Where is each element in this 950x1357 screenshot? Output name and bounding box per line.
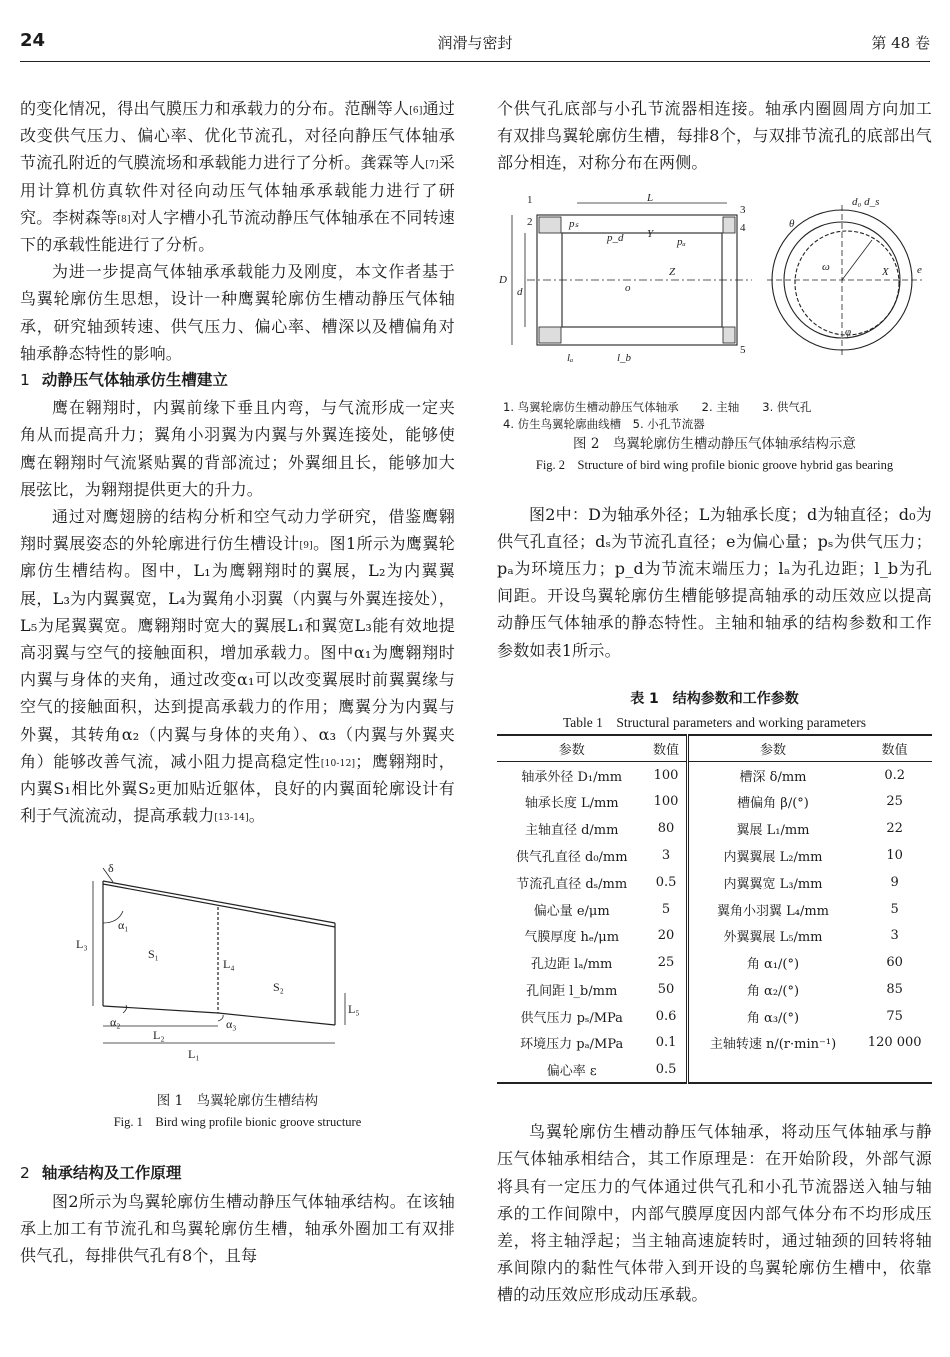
table-row xyxy=(497,1003,932,1030)
label-ps: pₛ xyxy=(569,217,579,230)
table-row xyxy=(497,842,932,869)
label-D: D xyxy=(499,273,507,286)
label-L1: L₁ xyxy=(187,1047,200,1062)
table-cell: 5 xyxy=(890,901,899,917)
table-cell: 内翼翼展 L₂/mm xyxy=(723,849,823,865)
paragraph-purpose: 为进一步提高气体轴承承载能力及刚度，本文作者基于鸟翼轮廓仿生思想，设计一种鹰翼轮廓仿生槽动静压气体轴承，研究轴颈转速、供气压力、偏心率、槽深以及槽偏角对轴承静态特性的影响。 xyxy=(20,262,455,363)
figure-2-caption-en: Fig. 2 Structure of bird wing profile bionic groove hybrid gas bearing xyxy=(535,457,894,472)
table-cell: 供气孔直径 d₀/mm xyxy=(515,849,628,865)
figure-1 xyxy=(75,861,388,1068)
running-header xyxy=(20,18,930,62)
paragraph-design: 通过对鹰翅膀的结构分析和空气动力学研究，借鉴鹰翱翔时翼展姿态的外轮廓进行仿生槽设计[9]。图1所示为鹰翼轮廓仿生槽结构。图中，L₁为鹰翱翔时的翼展，L₂为内翼翼展，L₃为内翼翼宽，L₄为翼角小羽翼（内翼与外翼连接处），L₅为尾翼翼宽。鹰翱翔时宽大的翼展L₁和翼宽L₃能有效地提高羽翼与空气的接触面积，增加承载力。图中α₁为鹰翱翔时内翼与身体的夹角，通过改变α₁可以改变翼展时前翼翼缘与空气的接触面积，达到提高承载力的作用；鹰翼分为内翼与外翼，其转角α₂（内翼与身体的夹角）、α₃（内翼与外翼夹角）能够改善气流，减小阻力提高稳定性[10-12]；鹰翱翔时，内翼S₁相比外翼S₂更加贴近躯体，良好的内翼面轮廓设计有利于气流流动，提高承载力[13-14]。 xyxy=(20,507,456,826)
figure-2 xyxy=(497,191,932,395)
paragraph-principle: 鸟翼轮廓仿生槽动静压气体轴承，将动压气体轴承与静压气体轴承相结合，其工作原理是：在开始阶段，外部气源将具有一定压力的气体通过供气孔和小孔节流器送入轴与轴承的工作间隙中，内部气膜厚度因内部气体分布不均形成压差，将主轴浮起；当主轴高速旋转时，通过轴颈的回转将轴承间隙内的黏性气体带入到开设的鸟翼轮廓仿生槽中，依靠槽的动压效应形成动压承载。 xyxy=(497,1122,932,1305)
label-3: 3 xyxy=(740,203,746,216)
table-cell: 环境压力 pₐ/MPa xyxy=(520,1037,624,1053)
table-row xyxy=(497,762,932,789)
table-cell: 3 xyxy=(646,842,687,869)
table-cell: 轴承外径 D₁/mm xyxy=(521,769,623,785)
table-1-caption-en: Table 1 Structural parameters and working parameters xyxy=(562,714,867,730)
label-1: 1 xyxy=(527,193,533,206)
table-cell: 0.6 xyxy=(646,1003,687,1030)
label-la: lₐ xyxy=(567,351,574,364)
table-cell: 5 xyxy=(646,896,687,923)
label-X: X xyxy=(882,265,889,278)
paragraph-structure: 图2所示为鸟翼轮廓仿生槽动静压气体轴承结构。在该轴承上加工有节流孔和鸟翼轮廓仿生槽，轴承外圈加工有双排供气孔，每排供气孔有8个，且每 xyxy=(20,1191,455,1266)
table-cell: 22 xyxy=(886,821,903,837)
table-cell: 主轴直径 d/mm xyxy=(524,823,619,839)
table-cell: 翼展 L₁/mm xyxy=(736,823,810,839)
table-row xyxy=(497,922,932,949)
paragraph-symbols: 图2中：D为轴承外径；L为轴承长度；d为轴直径；d₀为供气孔直径；dₛ为节流孔直径；e为偏心量；pₛ为供气压力；pₐ为环境压力；p_d为节流末端压力；lₐ为孔边距；l_b为孔间距。开设鸟翼轮廓仿生槽能够提高轴承的动压效应以提高动静压气体轴承的静态特性。主轴和轴承的结构参数和工作参数如表1所示。 xyxy=(497,504,932,660)
table-cell: 100 xyxy=(646,788,687,815)
table-cell: 75 xyxy=(886,1008,903,1024)
label-d0-ds: d₀ d_s xyxy=(852,195,880,208)
left-column xyxy=(20,95,455,1269)
table-cell: 槽偏角 β/(°) xyxy=(737,796,809,812)
label-4: 4 xyxy=(740,221,746,234)
table-cell: 100 xyxy=(646,762,687,789)
table-cell: 主轴转速 n/(r·min⁻¹) xyxy=(709,1037,837,1053)
table-cell: 角 α₃/(°) xyxy=(746,1010,800,1026)
table-cell: 25 xyxy=(886,794,903,810)
table-cell: 内翼翼宽 L₃/mm xyxy=(723,876,823,892)
label-pd: p_d xyxy=(607,231,624,244)
label-L: L xyxy=(647,191,654,204)
figure-2-legend: 1. 鸟翼轮廓仿生槽动静压气体轴承 2. 主轴 3. 供气孔 4. 仿生鸟翼轮廓曲线槽 5. 小孔节流器 xyxy=(503,399,812,431)
label-5: 5 xyxy=(740,343,746,356)
table-cell: 10 xyxy=(886,847,903,863)
table-cell: 3 xyxy=(890,928,899,944)
label-alpha3: α₃ xyxy=(225,1017,236,1032)
label-lb: l_b xyxy=(617,351,632,364)
table-cell: 120 000 xyxy=(867,1035,922,1051)
label-theta: θ xyxy=(789,217,795,230)
journal-title: 润滑与密封 xyxy=(437,34,513,52)
bearing-structure-diagram xyxy=(497,191,932,395)
label-e: e xyxy=(917,263,922,276)
section-2-heading: 2 轴承结构及工作原理 xyxy=(20,1164,182,1183)
table-cell xyxy=(687,1056,857,1083)
section-1-heading: 1 动静压气体轴承仿生槽建立 xyxy=(20,371,228,390)
label-L4: L₄ xyxy=(222,957,235,972)
label-Z: Z xyxy=(669,265,676,278)
table-row xyxy=(497,976,932,1003)
figure-1-caption-en: Fig. 1 Bird wing profile bionic groove structure xyxy=(113,1115,362,1130)
table-cell: 0.5 xyxy=(646,869,687,896)
label-pa: pₐ xyxy=(677,235,686,248)
inner-wing-trailing-edge xyxy=(103,1006,218,1013)
table-cell: 偏心量 e/μm xyxy=(533,903,610,919)
table-cell: 槽深 δ/mm xyxy=(739,769,807,785)
paragraph-structure-cont: 个供气孔底部与小孔节流器相连接。轴承内圈圆周方向加工有双排鸟翼轮廓仿生槽，每排8个，与双排节流孔的底部出气部分相连，对称分布在两侧。 xyxy=(497,99,932,173)
table-cell: 角 α₁/(°) xyxy=(746,957,800,973)
table-1-caption-cn: 表 1 结构参数和工作参数 xyxy=(630,690,799,707)
table-cell: 翼角小羽翼 L₄/mm xyxy=(717,903,830,919)
table-cell: 节流孔直径 dₛ/mm xyxy=(516,876,628,892)
table-row xyxy=(497,949,932,976)
table-row xyxy=(497,869,932,896)
wing-groove-diagram xyxy=(75,861,388,1068)
figure-2-caption-cn: 图 2 鸟翼轮廓仿生槽动静压气体轴承结构示意 xyxy=(573,435,856,452)
label-L5: L₅ xyxy=(347,1002,360,1017)
label-alpha1: α₁ xyxy=(117,918,128,933)
table-cell: 供气压力 pₛ/MPa xyxy=(520,1010,623,1026)
figure-1-caption-cn: 图 1 鸟翼轮廓仿生槽结构 xyxy=(156,1093,319,1110)
label-phi: φ xyxy=(845,325,852,338)
label-S2: S₂ xyxy=(272,980,284,995)
table-cell: 偏心率 ε xyxy=(546,1063,597,1079)
table-row xyxy=(497,896,932,923)
table-cell: 25 xyxy=(646,949,687,976)
table-row xyxy=(497,815,932,842)
label-Y: Y xyxy=(647,227,654,240)
right-column xyxy=(497,95,932,1309)
table-cell: 9 xyxy=(890,874,899,890)
table-cell: 轴承长度 L/mm xyxy=(524,796,619,812)
table-cell: 0.2 xyxy=(884,767,906,783)
label-L2: L₂ xyxy=(152,1028,165,1043)
table-cell: 外翼翼展 L₅/mm xyxy=(723,930,823,946)
table-cell xyxy=(857,1056,932,1083)
label-L3: L₃ xyxy=(75,937,88,952)
volume-label: 第 48 卷 xyxy=(871,34,930,52)
table-header-row: 参数 数值 参数 数值 xyxy=(497,735,932,762)
label-S1: S₁ xyxy=(147,947,159,962)
table-row xyxy=(497,788,932,815)
label-omega: ω xyxy=(822,260,830,273)
table-cell: 孔边距 lₐ/mm xyxy=(531,957,613,973)
table-cell: 孔间距 l_b/mm xyxy=(526,983,618,999)
table-cell: 角 α₂/(°) xyxy=(746,983,800,999)
shaft-circle xyxy=(795,231,899,335)
paragraph-eagle: 鹰在翱翔时，内翼前缘下垂且内弯，与气流形成一定夹角从而提高升力；翼角小羽翼为内翼与外翼连接处，能够使鹰在翱翔时气流紧贴翼的背部流过；外翼细且长，能够加大展弦比，为翱翔提供更大的升力。 xyxy=(20,398,455,499)
paragraph-intro: 的变化情况，得出气膜压力和承载力的分布。范酬等人[6]通过改变供气压力、偏心率、优化节流孔，对径向静压气体轴承节流孔附近的气膜流场和承载能力进行了分析。龚霖等人[7]采用计算机仿真软件对径向动压气体轴承承载能力进行了研究。李树森等[8]对人字槽小孔节流动静压气体轴承在不同转速下的承载性能进行了分析。 xyxy=(20,99,455,255)
table-cell: 50 xyxy=(646,976,687,1003)
wing-leading-edge xyxy=(103,881,335,923)
page-number: 24 xyxy=(20,30,46,51)
parameters-table xyxy=(497,734,932,1084)
table-cell: 60 xyxy=(886,955,903,971)
table-cell: 20 xyxy=(646,922,687,949)
label-d: d xyxy=(517,285,523,298)
table-cell: 0.5 xyxy=(646,1056,687,1083)
table-row xyxy=(497,1030,932,1057)
label-alpha2: α₂ xyxy=(109,1015,120,1030)
table-row xyxy=(497,1056,932,1083)
label-o: o xyxy=(625,281,631,294)
label-delta: δ xyxy=(107,861,114,876)
table-cell: 85 xyxy=(886,981,903,997)
table-cell: 气膜厚度 hₑ/μm xyxy=(524,930,620,946)
label-2: 2 xyxy=(527,215,533,228)
table-cell: 80 xyxy=(646,815,687,842)
table-cell: 0.1 xyxy=(646,1030,687,1057)
